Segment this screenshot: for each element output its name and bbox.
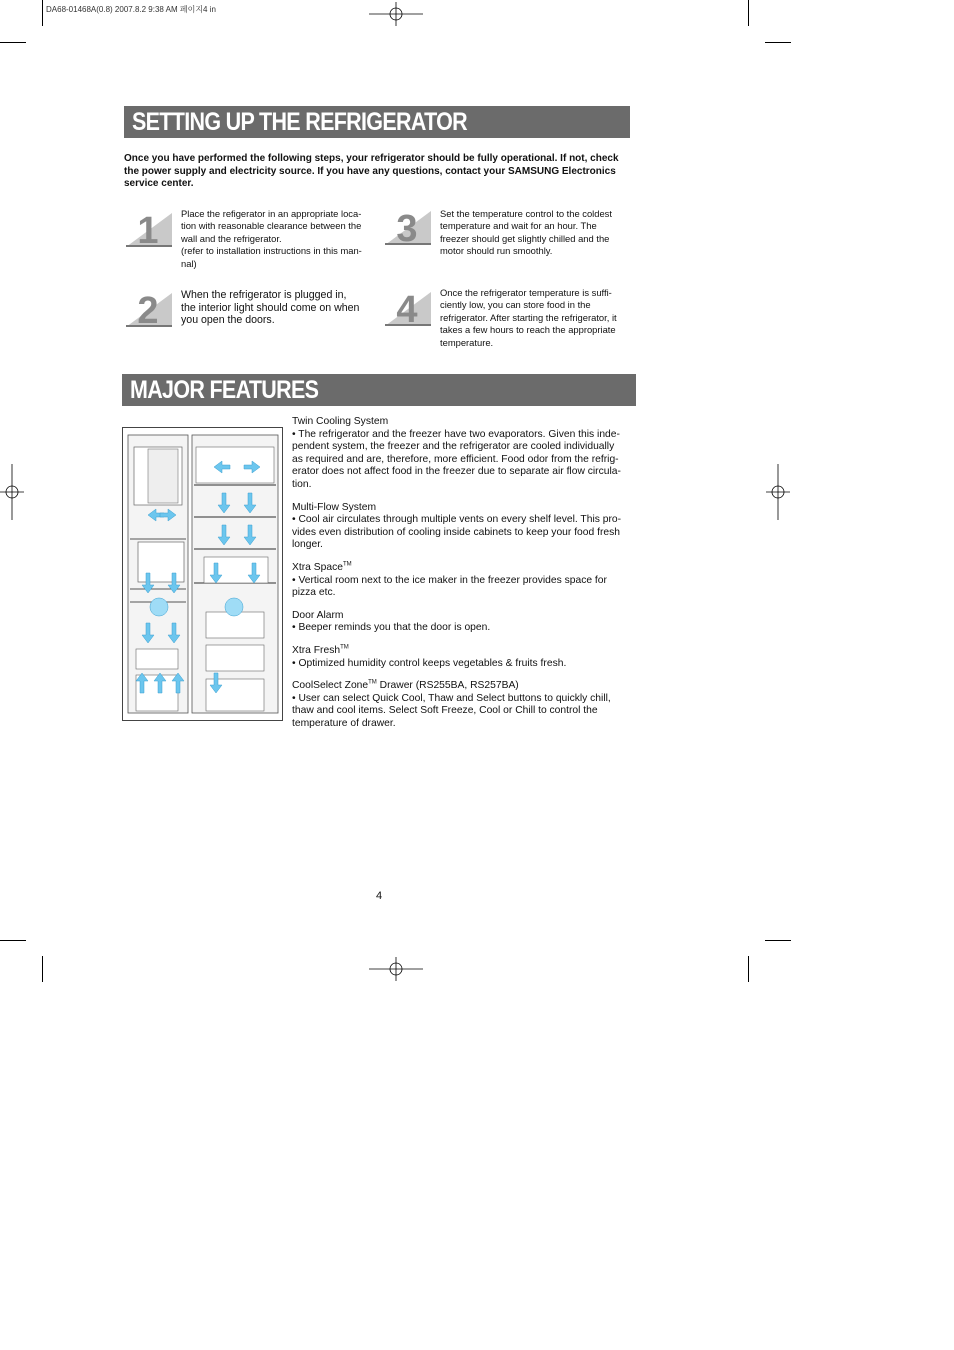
feature-title: Xtra Fresh™ [292,644,349,656]
step-1-number-icon [126,211,172,247]
text-line: vides even distribution of cooling inside cabinets to keep your food fresh [292,526,620,538]
setup-title: SETTING UP THE REFRIGERATOR [132,108,468,136]
crop-mark [0,42,26,43]
registration-mark [369,2,423,26]
text-line: tion. [292,478,312,490]
features-title: MAJOR FEATURES [130,376,319,404]
crop-mark [748,956,749,982]
registration-mark [0,464,24,520]
feature-body [292,658,642,671]
setup-intro: Once you have performed the following steps, your refrigerator should be fully operational. If not, check the power supply and electricity source. If you have any questions, contact your SAMSUNG Electronics service center. [124,153,619,190]
text-line: pendent system, the freezer and the refrigerator are cooled individually [292,441,615,453]
feature-title: CoolSelect Zone™ Drawer (RS255BA, RS257BA) [292,679,519,692]
crop-mark [0,940,26,941]
text-line: refrigerator. After starting the refrigerator, it [440,311,617,323]
text-line: tion with reasonable clearance between the [181,220,362,232]
text-line: freezer should get slightly chilled and the [440,232,610,244]
registration-mark [766,464,790,520]
text-line: • Beeper reminds you that the door is open. [292,622,491,634]
text-line: • User can select Quick Cool, Thaw and Select buttons to quickly chill, [292,692,611,704]
feature-body [292,429,642,492]
text-line: temperature of drawer. [292,717,396,729]
feature-item [292,416,642,492]
text-line: • Optimized humidity control keeps vegetables & fruits fresh. [292,657,567,669]
step-2-text [181,289,381,327]
text-line: takes a few hours to reach the appropriate [440,324,616,336]
feature-body [292,514,642,552]
page-number: 4 [375,890,383,902]
text-line: pizza etc. [292,587,336,599]
crop-mark [765,940,791,941]
feature-body [292,622,642,635]
step-3-text [440,208,640,258]
crop-mark [765,42,791,43]
feature-item [292,562,642,600]
step-1-text [181,208,381,270]
step-4-number-icon [385,290,431,326]
text-line: erator does not affect food in the freezer due to separate air flow circula- [292,466,621,478]
step-4-number: 4 [396,290,418,326]
feature-item [292,610,642,635]
text-line: you open the doors. [181,314,275,327]
step-3-number: 3 [396,209,418,245]
text-line: nal) [181,257,197,269]
text-line: temperature and wait for an hour. The [440,220,597,232]
text-line: temperature. [440,336,494,348]
step-2-number-icon [126,291,172,327]
feature-item [292,680,642,730]
text-line: as required and are, therefore, more efficient. Food odor from the refrig- [292,453,619,465]
text-line: ciently low, you can store food in the [440,299,591,311]
text-line: • The refrigerator and the freezer have two evaporators. Given this inde- [292,428,620,440]
text-line: Place the refigerator in an appropriate loca- [181,208,362,219]
text-line: When the refrigerator is plugged in, [181,289,347,301]
feature-item [292,645,642,670]
feature-title: Xtra Space™ [292,561,352,573]
feature-body [292,693,642,731]
text-line: longer. [292,539,323,551]
crop-mark [42,956,43,982]
setup-title-bar [124,106,630,138]
step-4-text [440,287,640,349]
feature-title: Door Alarm [292,609,344,621]
text-line: • Vertical room next to the ice maker in the freezer provides space for [292,574,607,586]
crop-mark [748,0,749,26]
feature-body [292,575,642,600]
features-list [292,416,642,740]
text-line: (refer to installation instructions in this man- [181,245,362,257]
print-header: DA68-01468A(0.8) 2007.8.2 9:38 AM 페이지4 in [46,5,216,14]
features-title-bar [122,374,636,406]
registration-mark [369,957,423,981]
text-line: thaw and cool items. Select Soft Freeze, Cool or Chill to control the [292,705,598,717]
step-3-number-icon [385,209,431,245]
text-line: wall and the refrigerator. [181,232,282,244]
feature-item [292,502,642,552]
refrigerator-airflow-illustration [122,427,283,721]
step-1-number: 1 [137,211,159,247]
crop-mark [42,0,43,26]
text-line: Once the refrigerator temperature is suffi- [440,287,612,298]
text-line: • Cool air circulates through multiple vents on every shelf level. This pro- [292,514,622,526]
text-line: the interior light should come on when [181,301,360,314]
text-line: Set the temperature control to the coldest [440,208,612,219]
step-2-number: 2 [137,291,159,327]
feature-title: Multi-Flow System [292,501,377,513]
feature-title: Twin Cooling System [292,416,389,427]
text-line: motor should run smoothly. [440,245,553,257]
